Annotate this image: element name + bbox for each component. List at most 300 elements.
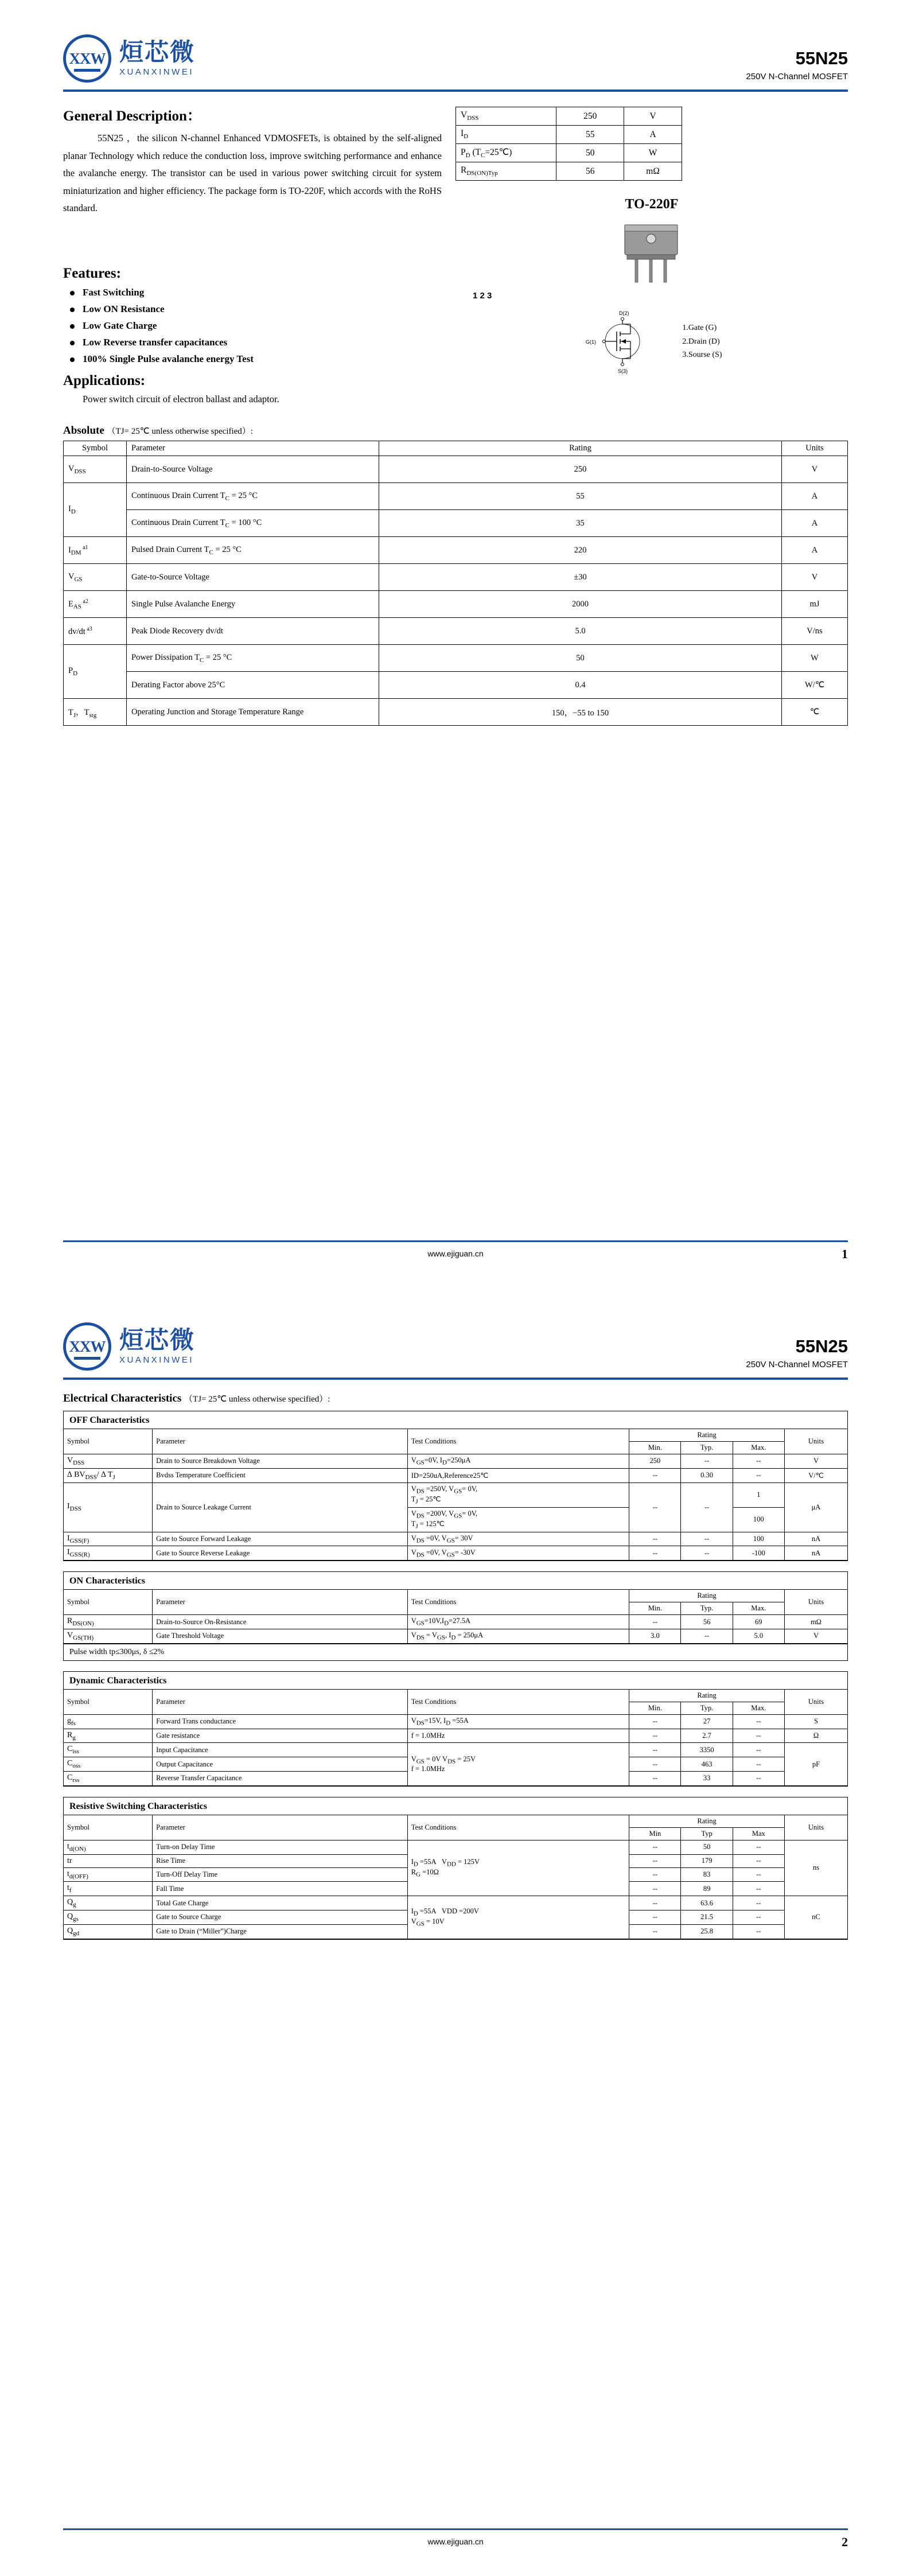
row-typ: 89 — [681, 1882, 733, 1896]
row-min: -- — [629, 1882, 681, 1896]
table-row — [64, 1532, 847, 1546]
row-parameter: Operating Junction and Storage Temperature Range — [127, 699, 379, 726]
table-row — [64, 1615, 847, 1629]
row-symbol: $C_{oss}$ — [64, 1757, 153, 1772]
row-symbol: $t_{d(OFF)}$ — [64, 1867, 153, 1882]
spec-unit: V — [624, 107, 682, 126]
row-symbol: tr — [64, 1854, 153, 1867]
row-max: -- — [733, 1854, 784, 1867]
row-testcondition: ID=250uA,Reference25℃ — [407, 1468, 629, 1482]
table-row — [64, 1714, 847, 1729]
row-max: -- — [733, 1714, 784, 1729]
row-parameter: Gate to Source Charge — [153, 1910, 408, 1924]
row-rating: 220 — [379, 537, 782, 564]
row-typ: 56 — [681, 1615, 733, 1629]
table-row — [64, 645, 848, 672]
row-symbol: ∆ $BV_{DSS}/$ ∆ $T_J$ — [64, 1468, 153, 1482]
row-symbol: $Q_{gd}$ — [64, 1924, 153, 1939]
spec-unit: A — [624, 126, 682, 144]
off-characteristics-table — [64, 1429, 847, 1561]
row-units: W — [782, 645, 848, 672]
row-parameter: Gate Threshold Voltage — [153, 1629, 408, 1643]
column-header-parameter: Parameter — [153, 1815, 408, 1840]
column-header-symbol: Symbol — [64, 441, 127, 456]
on-characteristics-table — [64, 1589, 847, 1644]
row-min: -- — [629, 1867, 681, 1882]
spec-param: $P_D$ $(T_C=25℃)$ — [456, 144, 556, 162]
row-parameter: Rise Time — [153, 1854, 408, 1867]
row-testcondition: $V_{DS} =0V$, $V_{GS}= -30V$ — [407, 1546, 629, 1561]
table-header-row — [64, 1429, 847, 1442]
row-min: -- — [629, 1743, 681, 1757]
column-header-max: Max. — [733, 1702, 784, 1714]
row-max: -- — [733, 1867, 784, 1882]
row-parameter: Bvdss Temperature Coefficient — [153, 1468, 408, 1482]
part-number: 55N25 — [795, 48, 848, 68]
column-header-typ: Typ. — [681, 1442, 733, 1454]
row-units: V — [784, 1454, 847, 1469]
footer-divider — [63, 1240, 848, 1242]
row-min: -- — [629, 1714, 681, 1729]
brand-name-cn: 烜芯微 — [119, 1328, 196, 1354]
table-row — [64, 699, 848, 726]
row-parameter: Gate-to-Source Voltage — [127, 564, 379, 591]
row-typ: 27 — [681, 1714, 733, 1729]
row-max: -- — [733, 1743, 784, 1757]
row-min: -- — [629, 1546, 681, 1561]
row-symbol: $R_g$ — [64, 1729, 153, 1743]
row-rating: 150，−55 to 150 — [379, 699, 782, 726]
table-header-row — [64, 1815, 847, 1827]
row-typ: 63.6 — [681, 1896, 733, 1910]
table-row — [64, 1629, 847, 1643]
package-drawing — [456, 221, 848, 287]
row-symbol: $P_D$ — [64, 645, 127, 699]
list-item: 100% Single Pulse avalanche energy Test — [83, 353, 442, 365]
column-header-units: Units — [784, 1815, 847, 1840]
column-header-units: Units — [782, 441, 848, 456]
row-max: 5.0 — [733, 1629, 784, 1643]
column-header-testconditions: Test Conditions — [407, 1429, 629, 1454]
row-units: Ω — [784, 1729, 847, 1743]
row-parameter: Pulsed Drain Current $T_C = 25$ °C — [127, 537, 379, 564]
column-header-rating: Rating — [629, 1815, 785, 1827]
spec-value: 250 — [556, 107, 624, 126]
column-header-min: Min. — [629, 1442, 681, 1454]
general-description-title: General Description： — [63, 108, 201, 124]
column-header-parameter: Parameter — [153, 1689, 408, 1714]
row-min: -- — [629, 1729, 681, 1743]
row-typ: 463 — [681, 1757, 733, 1772]
row-typ: 25.8 — [681, 1924, 733, 1939]
row-rating: 55 — [379, 483, 782, 510]
row-max: 100 — [733, 1532, 784, 1546]
row-units: pF — [784, 1743, 847, 1785]
column-header-typ: Typ — [681, 1827, 733, 1840]
row-typ: 21.5 — [681, 1910, 733, 1924]
row-symbol: $I_{GSS(R)}$ — [64, 1546, 153, 1561]
header-divider — [63, 90, 848, 92]
page-footer — [63, 1240, 848, 1261]
brand-block — [63, 34, 195, 83]
row-typ: 3350 — [681, 1743, 733, 1757]
row-testcondition: $V_{GS}=0V$, $I_D=250\mu A$ — [407, 1454, 629, 1469]
row-testcondition: $I_D =55A$ VDD =200V $V_{GS} = 10V$ — [407, 1896, 629, 1939]
row-min: -- — [629, 1482, 681, 1532]
row-max: -- — [733, 1468, 784, 1482]
column-header-symbol: Symbol — [64, 1429, 153, 1454]
table-header-row — [64, 441, 848, 456]
row-rating: 50 — [379, 645, 782, 672]
header-right — [746, 48, 848, 83]
column-header-min: Min — [629, 1827, 681, 1840]
row-rating: 0.4 — [379, 672, 782, 699]
row-rating: 35 — [379, 510, 782, 537]
row-units: V/℃ — [784, 1468, 847, 1482]
brand-names — [119, 41, 195, 76]
part-number: 55N25 — [795, 1336, 848, 1356]
page-number: 1 — [842, 1247, 848, 1261]
row-symbol: $E_{AS}$ $^{a2}$ — [64, 591, 127, 618]
applications-text: Power switch circuit of electron ballast and adaptor. — [83, 394, 279, 404]
row-rating: 250 — [379, 456, 782, 483]
switching-characteristics-block — [63, 1797, 848, 1940]
row-symbol: $g_{fs}$ — [64, 1714, 153, 1729]
table-row — [64, 1896, 847, 1910]
row-symbol: $I_D$ — [64, 483, 127, 537]
off-characteristics-title: OFF Characteristics — [69, 1415, 150, 1425]
column-header-testconditions: Test Conditions — [407, 1590, 629, 1615]
switching-characteristics-table — [64, 1815, 847, 1939]
row-symbol: $V_{GS(TH)}$ — [64, 1629, 153, 1643]
row-min: -- — [629, 1468, 681, 1482]
package-pin-numbers: 1 2 3 — [473, 291, 492, 301]
row-symbol: $Q_{gs}$ — [64, 1910, 153, 1924]
company-logo-icon — [63, 1322, 111, 1371]
logo-text: XXW — [69, 1337, 106, 1355]
on-characteristics-note: Pulse width tp≤300μs, δ ≤2% — [64, 1644, 847, 1660]
row-typ: -- — [681, 1482, 733, 1532]
table-row — [64, 1546, 847, 1561]
row-units: mΩ — [784, 1615, 847, 1629]
table-row — [64, 1482, 847, 1507]
row-parameter: Continuous Drain Current $T_C = 25$ °C — [127, 483, 379, 510]
footer-divider — [63, 2528, 848, 2530]
row-testcondition: $V_{GS} = 0V$ $V_{DS} = 25V$ f = 1.0MHz — [407, 1743, 629, 1785]
row-min: -- — [629, 1615, 681, 1629]
row-testcondition: $V_{GS}=10V,I_D=27.5A$ — [407, 1615, 629, 1629]
column-header-symbol: Symbol — [64, 1815, 153, 1840]
row-min: -- — [629, 1924, 681, 1939]
column-header-max: Max — [733, 1827, 784, 1840]
dynamic-characteristics-block — [63, 1671, 848, 1787]
spec-unit: W — [624, 144, 682, 162]
dynamic-characteristics-table — [64, 1689, 847, 1786]
row-min: -- — [629, 1840, 681, 1854]
row-testcondition: $V_{DS}=15V$, $I_D =55A$ — [407, 1714, 629, 1729]
row-testcondition: $V_{DS} =0V$, $V_{GS}= 30V$ — [407, 1532, 629, 1546]
row-units: A — [782, 510, 848, 537]
row-parameter: Single Pulse Avalanche Energy — [127, 591, 379, 618]
general-description-text: 55N25 ，the silicon N-channel Enhanced VDMOSFETs, is obtained by the self-aligned planar Technology which reduce the conduction loss, improve switching performance and enhance the avalanche energy. The transistor can be used in various power switching circuit for system miniaturization and higher efficiency. The package form is TO-220F, which accords with the RoHS standard. — [63, 133, 442, 214]
row-parameter: Drain-to-Source Voltage — [127, 456, 379, 483]
row-testcondition: f = 1.0MHz — [407, 1729, 629, 1743]
svg-text:G(1): G(1) — [586, 339, 597, 345]
table-row — [64, 1468, 847, 1482]
column-header-symbol: Symbol — [64, 1590, 153, 1615]
header-right — [746, 1336, 848, 1371]
table-row — [64, 591, 848, 618]
spec-param: $V_{DSS}$ — [456, 107, 556, 126]
svg-text:S(3): S(3) — [618, 368, 628, 374]
row-parameter: Drain-to-Source On-Resistance — [153, 1615, 408, 1629]
column-header-units: Units — [784, 1689, 847, 1714]
row-parameter: Total Gate Charge — [153, 1896, 408, 1910]
footer-content — [63, 1247, 848, 1261]
package-name: TO-220F — [625, 197, 679, 212]
row-min: -- — [629, 1771, 681, 1785]
row-symbol: $T_J$，$T_{stg}$ — [64, 699, 127, 726]
row-units: V — [782, 456, 848, 483]
row-units: ns — [784, 1840, 847, 1896]
datasheet-page-2 — [0, 1288, 911, 2576]
brand-name-en: XUANXINWEI — [119, 1355, 194, 1365]
description-text-column — [63, 104, 442, 375]
row-typ: 83 — [681, 1867, 733, 1882]
column-header-parameter: Parameter — [153, 1590, 408, 1615]
row-min: 250 — [629, 1454, 681, 1469]
row-units: V — [784, 1629, 847, 1643]
row-symbol: $I_{DM}$ $^{a1}$ — [64, 537, 127, 564]
table-row — [64, 672, 848, 699]
mosfet-schematic-icon — [581, 309, 667, 375]
column-header-rating: Rating — [629, 1429, 785, 1442]
row-min: -- — [629, 1854, 681, 1867]
row-units: nA — [784, 1546, 847, 1561]
row-max: -- — [733, 1896, 784, 1910]
spec-summary-column — [456, 104, 848, 375]
column-header-rating: Rating — [629, 1590, 785, 1602]
features-title: Features: — [63, 266, 121, 281]
brand-name-cn: 烜芯微 — [119, 40, 196, 66]
spec-param: $I_D$ — [456, 126, 556, 144]
schematic-section — [456, 309, 848, 375]
row-symbol: $I_{GSS(F)}$ — [64, 1532, 153, 1546]
table-row — [64, 537, 848, 564]
row-parameter: Turn-on Delay Time — [153, 1840, 408, 1854]
on-characteristics-block — [63, 1571, 848, 1661]
row-symbol: $R_{DS(ON)}$ — [64, 1615, 153, 1629]
row-units: V/ns — [782, 618, 848, 645]
row-parameter: Continuous Drain Current $T_C = 100$ °C — [127, 510, 379, 537]
table-header-row — [64, 1590, 847, 1602]
switching-characteristics-title: Resistive Switching Characteristics — [69, 1801, 207, 1811]
list-item: 2.Drain (D) — [682, 337, 720, 346]
footer-content — [63, 2535, 848, 2549]
row-min: -- — [629, 1757, 681, 1772]
row-max: 100 — [733, 1507, 784, 1532]
row-parameter: Output Capacitance — [153, 1757, 408, 1772]
row-rating: ±30 — [379, 564, 782, 591]
dynamic-characteristics-title: Dynamic Characteristics — [69, 1675, 167, 1686]
row-symbol: $V_{DSS}$ — [64, 1454, 153, 1469]
row-units: ℃ — [782, 699, 848, 726]
column-header-min: Min. — [629, 1702, 681, 1714]
table-row — [64, 1454, 847, 1469]
row-units: A — [782, 537, 848, 564]
row-testcondition: $I_D =55A$ $V_{DD} = 125V$ $R_G =10\Omega$ — [407, 1840, 629, 1896]
row-parameter: Fall Time — [153, 1882, 408, 1896]
row-symbol: $Q_g$ — [64, 1896, 153, 1910]
column-header-units: Units — [784, 1590, 847, 1615]
absolute-max-title: Absolute （TJ= 25℃ unless otherwise specified）: — [63, 425, 253, 437]
row-typ: 33 — [681, 1771, 733, 1785]
column-header-max: Max. — [733, 1602, 784, 1615]
absolute-max-table — [63, 441, 848, 726]
table-row — [64, 618, 848, 645]
footer-url[interactable]: www.ejiguan.cn — [427, 1249, 484, 1258]
row-parameter: Reverse Transfer Capacitance — [153, 1771, 408, 1785]
column-header-symbol: Symbol — [64, 1689, 153, 1714]
part-subtitle: 250V N-Channel MOSFET — [746, 1360, 848, 1370]
row-typ: 2.7 — [681, 1729, 733, 1743]
row-testcondition: $V_{DS} = V_{GS}$, $I_D = 250\mu A$ — [407, 1629, 629, 1643]
row-units: A — [782, 483, 848, 510]
row-units: nA — [784, 1532, 847, 1546]
row-units: μA — [784, 1482, 847, 1532]
row-typ: -- — [681, 1546, 733, 1561]
row-symbol: $C_{rss}$ — [64, 1771, 153, 1785]
column-header-parameter: Parameter — [127, 441, 379, 456]
table-row — [456, 126, 682, 144]
table-row — [64, 564, 848, 591]
row-min: -- — [629, 1532, 681, 1546]
row-max: -- — [733, 1729, 784, 1743]
to220f-package-icon — [597, 221, 706, 287]
row-units: W/℃ — [782, 672, 848, 699]
column-header-units: Units — [784, 1429, 847, 1454]
row-rating: 2000 — [379, 591, 782, 618]
brand-block — [63, 1322, 195, 1371]
off-characteristics-block — [63, 1411, 848, 1561]
row-testcondition: $V_{DS} =200V$, $V_{GS}= 0V$, $T_J$ = 125℃ — [407, 1507, 629, 1532]
page-header — [63, 34, 848, 86]
row-symbol: $V_{DSS}$ — [64, 456, 127, 483]
logo-text: XXW — [69, 49, 106, 67]
spec-summary-table — [456, 107, 682, 181]
row-units: S — [784, 1714, 847, 1729]
table-row — [456, 144, 682, 162]
table-row — [64, 510, 848, 537]
page-number: 2 — [842, 2535, 848, 2549]
row-units: V — [782, 564, 848, 591]
table-header-row — [64, 1689, 847, 1702]
row-typ: -- — [681, 1532, 733, 1546]
brand-name-en: XUANXINWEI — [119, 67, 194, 77]
description-section — [63, 104, 848, 375]
page-header — [63, 1322, 848, 1374]
row-min: -- — [629, 1896, 681, 1910]
row-typ: 50 — [681, 1840, 733, 1854]
row-parameter: Gate to Source Forward Leakage — [153, 1532, 408, 1546]
row-max: -- — [733, 1910, 784, 1924]
column-header-testconditions: Test Conditions — [407, 1689, 629, 1714]
row-max: -- — [733, 1924, 784, 1939]
column-header-parameter: Parameter — [153, 1429, 408, 1454]
row-min: -- — [629, 1910, 681, 1924]
list-item: Low Reverse transfer capacitances — [83, 337, 442, 348]
column-header-min: Min. — [629, 1602, 681, 1615]
pin-assignment-list — [682, 321, 722, 362]
row-min: 3.0 — [629, 1629, 681, 1643]
column-header-max: Max. — [733, 1442, 784, 1454]
row-testcondition: $V_{DS} =250V$, $V_{GS}= 0V$, $T_J$ = 25℃ — [407, 1482, 629, 1507]
row-parameter: Peak Diode Recovery dv/dt — [127, 618, 379, 645]
row-typ: -- — [681, 1454, 733, 1469]
row-units: nC — [784, 1896, 847, 1939]
row-typ: 0.30 — [681, 1468, 733, 1482]
row-parameter: Drain to Source Leakage Current — [153, 1482, 408, 1532]
list-item: Fast Switching — [83, 287, 442, 298]
table-row — [64, 1729, 847, 1743]
row-parameter: Forward Trans conductance — [153, 1714, 408, 1729]
row-parameter: Drain to Source Breakdown Voltage — [153, 1454, 408, 1469]
column-header-typ: Typ. — [681, 1602, 733, 1615]
table-row — [64, 483, 848, 510]
row-symbol: $C_{iss}$ — [64, 1743, 153, 1757]
row-max: -- — [733, 1882, 784, 1896]
list-item: 1.Gate (G) — [682, 323, 717, 332]
footer-url[interactable]: www.ejiguan.cn — [427, 2537, 484, 2546]
table-row — [456, 162, 682, 181]
column-header-typ: Typ. — [681, 1702, 733, 1714]
on-characteristics-title: ON Characteristics — [69, 1576, 145, 1586]
row-symbol: $I_{DSS}$ — [64, 1482, 153, 1532]
row-parameter: Gate to Source Reverse Leakage — [153, 1546, 408, 1561]
spec-unit: mΩ — [624, 162, 682, 181]
row-max: -- — [733, 1454, 784, 1469]
spec-param: $R_{DS(ON)Typ}$ — [456, 162, 556, 181]
row-typ: 179 — [681, 1854, 733, 1867]
row-max: 1 — [733, 1482, 784, 1507]
brand-names — [119, 1329, 195, 1364]
row-max: -100 — [733, 1546, 784, 1561]
row-parameter: Power Dissipation $T_C = 25$ °C — [127, 645, 379, 672]
spec-value: 50 — [556, 144, 624, 162]
table-row — [64, 456, 848, 483]
table-row — [64, 1840, 847, 1854]
row-max: -- — [733, 1840, 784, 1854]
row-parameter: Derating Factor above 25°C — [127, 672, 379, 699]
svg-text:D(2): D(2) — [619, 310, 629, 316]
row-symbol: $t_f$ — [64, 1882, 153, 1896]
spec-value: 55 — [556, 126, 624, 144]
row-symbol: $V_{GS}$ — [64, 564, 127, 591]
column-header-rating: Rating — [379, 441, 782, 456]
list-item: 3.Sourse (S) — [682, 351, 722, 360]
electrical-characteristics-title: Electrical Characteristics （TJ= 25℃ unless otherwise specified）: — [63, 1392, 330, 1404]
applications-title: Applications: — [63, 373, 146, 388]
row-parameter: Gate resistance — [153, 1729, 408, 1743]
list-item: Low Gate Charge — [83, 320, 442, 332]
row-parameter: Input Capacitance — [153, 1743, 408, 1757]
column-header-testconditions: Test Conditions — [407, 1815, 629, 1840]
row-rating: 5.0 — [379, 618, 782, 645]
row-parameter: Gate to Drain (“Miller”)Charge — [153, 1924, 408, 1939]
table-row — [456, 107, 682, 126]
row-max: -- — [733, 1771, 784, 1785]
row-max: 69 — [733, 1615, 784, 1629]
